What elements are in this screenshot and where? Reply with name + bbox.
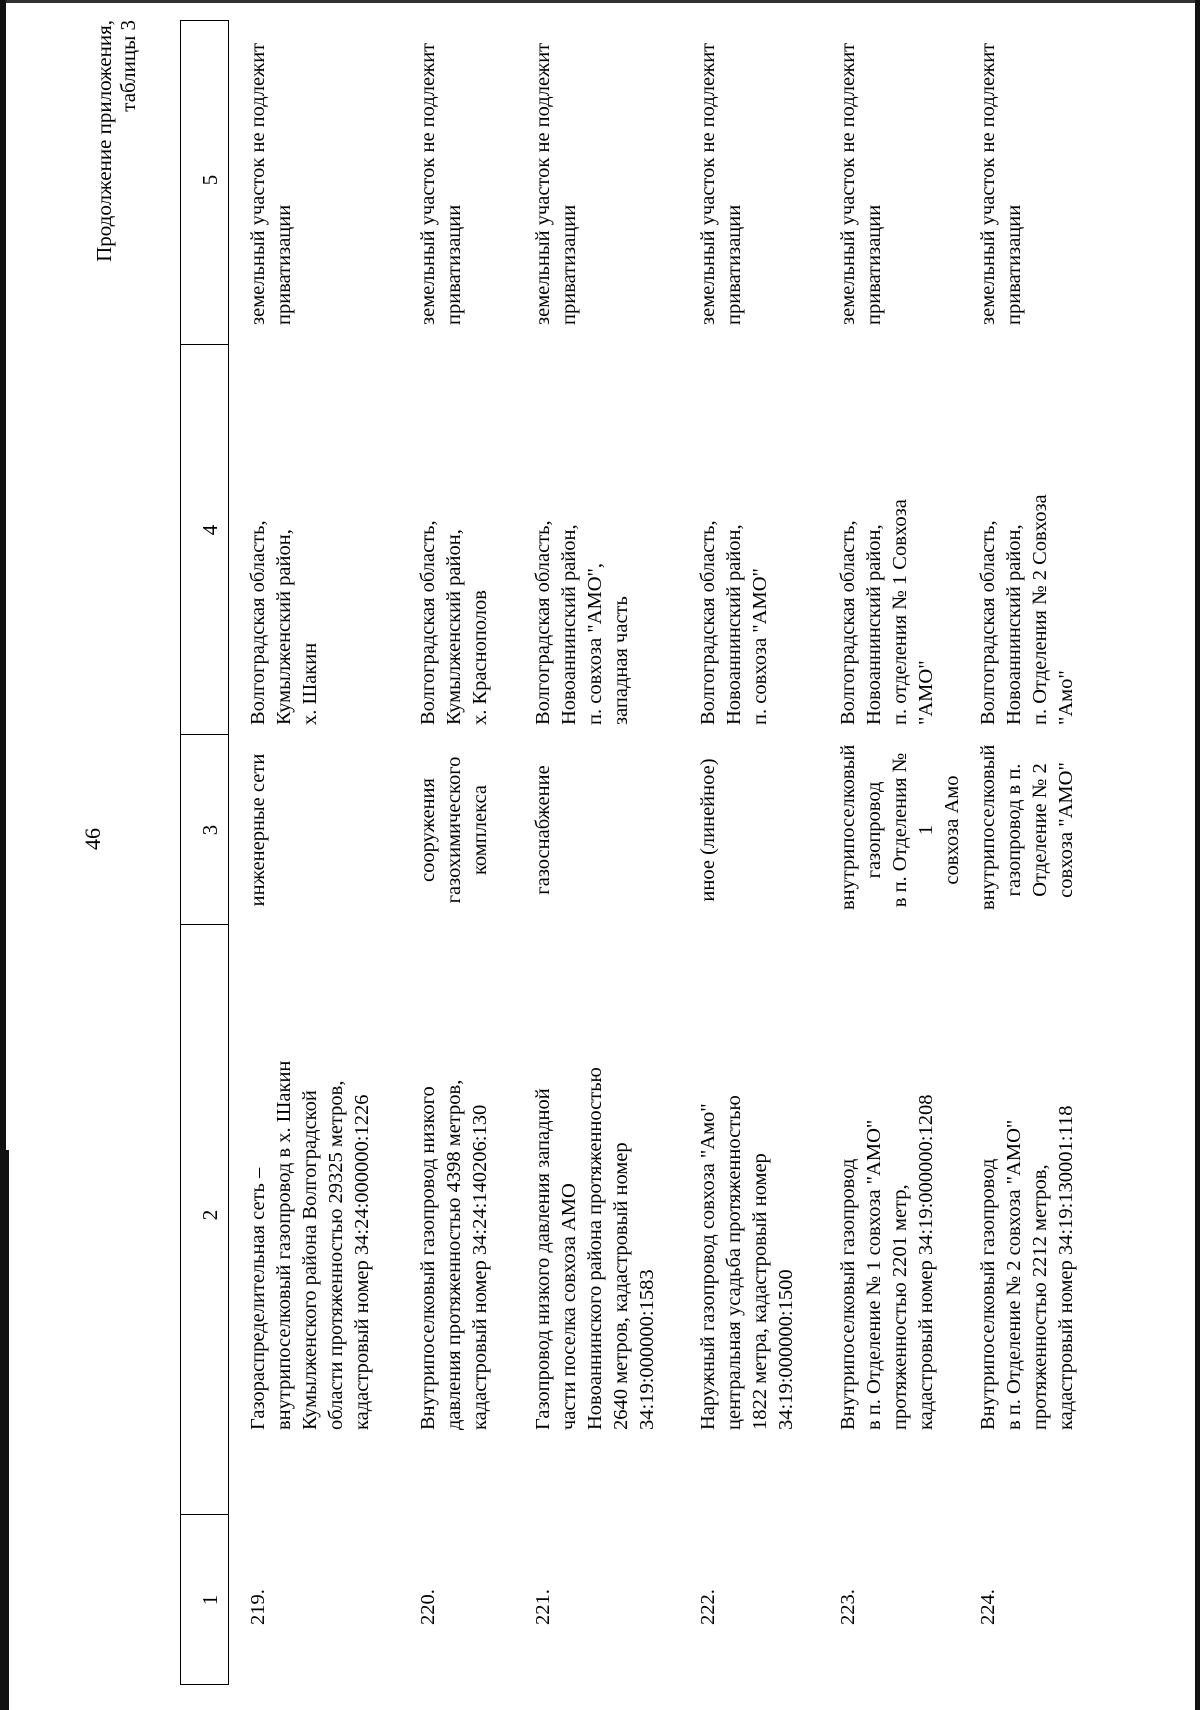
text-line: газопровод	[863, 781, 885, 879]
text-line: 34:19:000000:1500	[775, 1269, 797, 1430]
text-line: кадастровый номер 34:24:000000:1226	[351, 1094, 373, 1430]
text-line: сооружения	[417, 778, 439, 882]
text-line: Волгоградская область,	[417, 520, 439, 725]
table-top-rule	[180, 20, 181, 1685]
text-line: центральная усадьба протяженностью	[723, 1095, 745, 1430]
table-right-border	[180, 20, 228, 21]
row-number: 222.	[697, 1589, 719, 1625]
table-left-border	[180, 1684, 228, 1685]
privatization-note	[695, 15, 747, 325]
text-line: приватизации	[273, 204, 295, 325]
text-line: Внутрипоселковый газопровод	[837, 1158, 859, 1430]
text-line: п. совхоза "АМО",	[584, 563, 606, 725]
object-purpose	[975, 744, 1079, 910]
text-line: 34:19:000000:1583	[636, 1269, 658, 1430]
text-line: комплекса	[469, 785, 491, 875]
text-line: Наружный газопровод совхоза "Амо"	[697, 1103, 719, 1430]
object-purpose	[835, 744, 965, 910]
text-line: х. Краснополов	[469, 590, 491, 725]
text-line: приватизации	[723, 204, 745, 325]
object-location	[530, 455, 634, 725]
text-line: в п. Отделение № 2 совхоза "АМО"	[1003, 1119, 1025, 1430]
text-line: Волгоградская область,	[977, 520, 999, 725]
object-purpose	[530, 750, 556, 910]
text-line: Новоаннинского района протяженностью	[584, 1067, 606, 1430]
text-line: внутрипоселковый газопровод в х. Шакин	[273, 1060, 295, 1430]
text-line: протяженностью 2201 метр,	[889, 1184, 911, 1430]
text-line: "АМО"	[915, 660, 937, 725]
text-line: внутрипоселковый	[837, 744, 859, 910]
text-line: совхоза Амо	[941, 775, 963, 885]
privatization-note	[975, 15, 1027, 325]
text-line: "Амо"	[1055, 670, 1077, 725]
text-line: Волгоградская область,	[837, 520, 859, 725]
column-number-3: 3	[198, 824, 222, 836]
text-line: земельный участок не подлежит	[417, 42, 439, 325]
page-number: 46	[80, 828, 105, 850]
row-number: 224.	[977, 1589, 999, 1625]
text-line: 2640 метров, кадастровый номер	[610, 1142, 632, 1430]
text-line: западная часть	[610, 596, 632, 725]
text-line: Новоаннинский район,	[723, 524, 745, 725]
column-divider-4	[180, 344, 228, 345]
text-line: земельный участок не подлежит	[977, 42, 999, 325]
column-number-4: 4	[198, 524, 222, 536]
object-location	[415, 455, 493, 725]
row-number: 223.	[837, 1589, 859, 1625]
text-line: Внутрипоселковый газопровод	[977, 1158, 999, 1430]
text-line: 1822 метра, кадастровый номер	[749, 1153, 771, 1430]
object-purpose	[695, 750, 721, 910]
text-line: инженерные сети	[247, 753, 269, 907]
text-line: Волгоградская область,	[697, 520, 719, 725]
privatization-note	[245, 15, 297, 325]
text-line: земельный участок не подлежит	[837, 42, 859, 325]
row-number: 221.	[532, 1589, 554, 1625]
privatization-note	[530, 15, 582, 325]
text-line: приватизации	[863, 204, 885, 325]
column-divider-2	[180, 924, 228, 925]
column-divider-3	[180, 734, 228, 735]
text-line: совхоза "АМО"	[1055, 762, 1077, 898]
object-location	[245, 455, 323, 725]
column-divider-1	[180, 1514, 228, 1515]
privatization-note	[835, 15, 887, 325]
text-line: Новоаннинский район,	[558, 524, 580, 725]
object-location	[975, 455, 1079, 725]
text-line: газоснабжение	[532, 765, 554, 895]
text-line: приватизации	[558, 204, 580, 325]
text-line: Газопровод низкого давления западной	[532, 1088, 554, 1430]
column-number-1: 1	[198, 1594, 222, 1606]
text-line: п. Отделения № 2 Совхоза	[1029, 494, 1051, 725]
text-line: Кумылженский район,	[273, 529, 295, 725]
text-line: внутрипоселковый	[977, 744, 999, 910]
text-line: иное (линейное)	[697, 758, 719, 902]
object-location	[835, 455, 939, 725]
column-number-5: 5	[198, 174, 222, 186]
object-purpose	[415, 750, 493, 910]
text-line: газопровод в п.	[1003, 763, 1025, 897]
text-line: области протяженностью 29325 метров,	[325, 1080, 347, 1430]
text-line: кадастровый номер 34:24:140206:130	[469, 1104, 491, 1430]
row-number: 219.	[247, 1589, 269, 1625]
text-line: Новоаннинский район,	[863, 524, 885, 725]
text-line: газохимического	[443, 756, 465, 904]
text-line: Кумылженского района Волгоградской	[299, 1090, 321, 1430]
privatization-note	[415, 15, 467, 325]
text-line: части поселка совхоза АМО	[558, 1183, 580, 1430]
continuation-line-1: Продолжение приложения,	[92, 20, 116, 262]
object-location	[695, 455, 773, 725]
text-line: Отделение № 2	[1029, 763, 1051, 897]
text-line: приватизации	[443, 204, 465, 325]
text-line: кадастровый номер 34:19:130001:118	[1055, 1105, 1077, 1430]
text-line: Волгоградская область,	[532, 520, 554, 725]
text-line: х. Шакин	[299, 642, 321, 725]
text-line: приватизации	[1003, 204, 1025, 325]
text-line: кадастровый номер 34:19:000000:1208	[915, 1094, 937, 1430]
text-line: земельный участок не подлежит	[532, 42, 554, 325]
text-line: Газораспределительная сеть –	[247, 1167, 269, 1430]
continuation-line-2: таблицы 3	[116, 20, 140, 112]
text-line: земельный участок не подлежит	[697, 42, 719, 325]
text-line: п. совхоза "АМО"	[749, 568, 771, 725]
row-number: 220.	[417, 1589, 439, 1625]
text-line: Внутрипоселковый газопровод низкого	[417, 1086, 439, 1430]
column-number-2: 2	[198, 1209, 222, 1221]
text-line: п. отделения № 1 Совхоза	[889, 499, 911, 725]
continuation-note	[92, 20, 140, 330]
text-line: в п. Отделение № 1 совхоза "АМО"	[863, 1119, 885, 1430]
text-line: в п. Отделения № 1	[889, 752, 937, 908]
text-line: давления протяженностью 4398 метров,	[443, 1079, 465, 1430]
text-line: Кумылженский район,	[443, 529, 465, 725]
text-line: Волгоградская область,	[247, 520, 269, 725]
text-line: земельный участок не подлежит	[247, 42, 269, 325]
text-line: протяженностью 2212 метров,	[1029, 1164, 1051, 1430]
table-header-rule	[228, 20, 229, 1685]
object-purpose	[245, 750, 271, 910]
text-line: Новоаннинский район,	[1003, 524, 1025, 725]
